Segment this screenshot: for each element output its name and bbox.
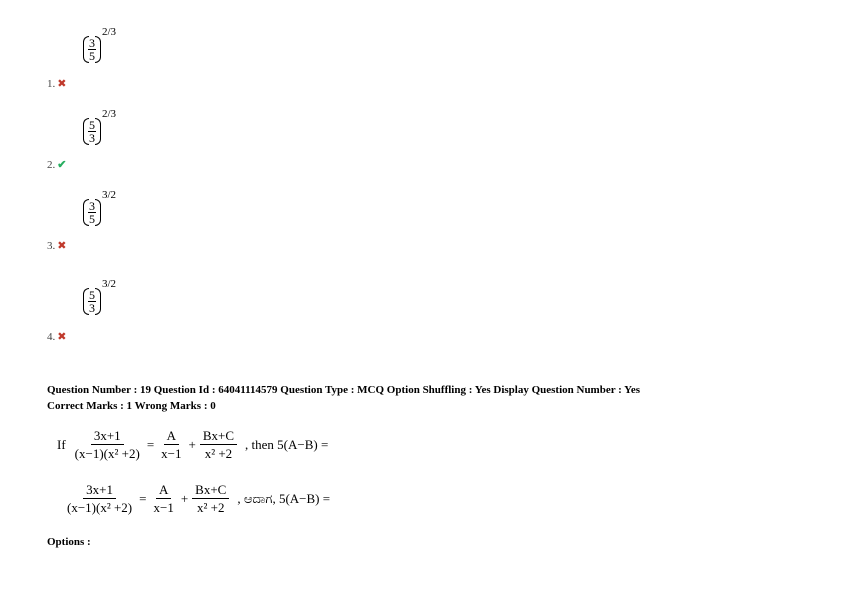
option-2-denominator: 3: [89, 131, 95, 145]
lhs-numerator: 3x+1: [83, 482, 116, 499]
option-4-denominator: 3: [89, 301, 95, 315]
a-numerator: A: [164, 428, 179, 445]
b-numerator: Bx+C: [200, 428, 237, 445]
correct-check-icon: ✔: [57, 159, 67, 171]
b-fraction: [200, 428, 237, 461]
equation-suffix: , ಆದಾಗ, 5(A−B) =: [237, 490, 331, 506]
b-numerator: Bx+C: [192, 482, 229, 499]
option-2-number: 2.: [47, 159, 56, 171]
option-3-exponent: 3/2: [102, 189, 117, 201]
lhs-fraction: [72, 428, 143, 461]
option-1-numerator: 3: [89, 36, 95, 50]
option-4-exponent: 3/2: [102, 278, 117, 290]
option-1-number: 1.: [47, 78, 56, 90]
question-meta: Question Number : 19 Question Id : 64041114579 Question Type : MCQ Option Shuffling : Yes Display Question Number : Yes: [47, 384, 641, 396]
option-2-fraction: [83, 118, 101, 145]
option-1-expression: [83, 26, 117, 63]
option-2-numerator: 5: [89, 118, 95, 132]
b-fraction: [192, 482, 229, 515]
equals-sign: =: [139, 490, 147, 506]
b-denominator: x² +2: [197, 500, 225, 515]
lhs-denominator: (x−1)(x² +2): [67, 500, 133, 515]
equation-suffix: , then 5(A−B) =: [245, 436, 329, 452]
wrong-mark-icon: ✖: [57, 240, 67, 252]
plus-sign: +: [180, 490, 189, 506]
marks-meta: Correct Marks : 1 Wrong Marks : 0: [47, 400, 216, 412]
options-label: Options :: [47, 536, 91, 548]
lhs-numerator: 3x+1: [91, 428, 124, 445]
option-2-expression: [83, 108, 117, 145]
lhs-fraction: [64, 482, 135, 515]
equals-sign: =: [146, 436, 155, 452]
a-numerator: A: [156, 482, 171, 499]
equation-prefix: If: [57, 436, 66, 452]
lhs-denominator: (x−1)(x² +2): [74, 446, 140, 461]
a-denominator: x−1: [153, 500, 174, 515]
option-1-denominator: 5: [89, 49, 95, 63]
option-4-numerator: 5: [89, 288, 95, 302]
option-1-fraction: [83, 36, 101, 63]
option-3-numerator: 3: [89, 199, 95, 213]
question-equation-english: [57, 428, 328, 461]
option-3-expression: [83, 189, 117, 226]
option-4-fraction: [83, 288, 101, 315]
option-3-number: 3.: [47, 240, 56, 252]
a-fraction: [150, 482, 176, 515]
option-4-number: 4.: [47, 331, 56, 343]
question-equation-kannada: [62, 482, 330, 515]
b-denominator: x² +2: [204, 446, 233, 461]
plus-sign: +: [188, 436, 196, 452]
wrong-mark-icon: ✖: [57, 78, 67, 90]
a-denominator: x−1: [161, 446, 182, 461]
wrong-mark-icon: ✖: [57, 331, 67, 343]
option-2-exponent: 2/3: [102, 108, 117, 120]
option-3-fraction: [83, 199, 101, 226]
option-4-expression: [83, 278, 117, 315]
option-1-exponent: 2/3: [102, 26, 117, 38]
a-fraction: [158, 428, 184, 461]
option-3-denominator: 5: [89, 212, 95, 226]
